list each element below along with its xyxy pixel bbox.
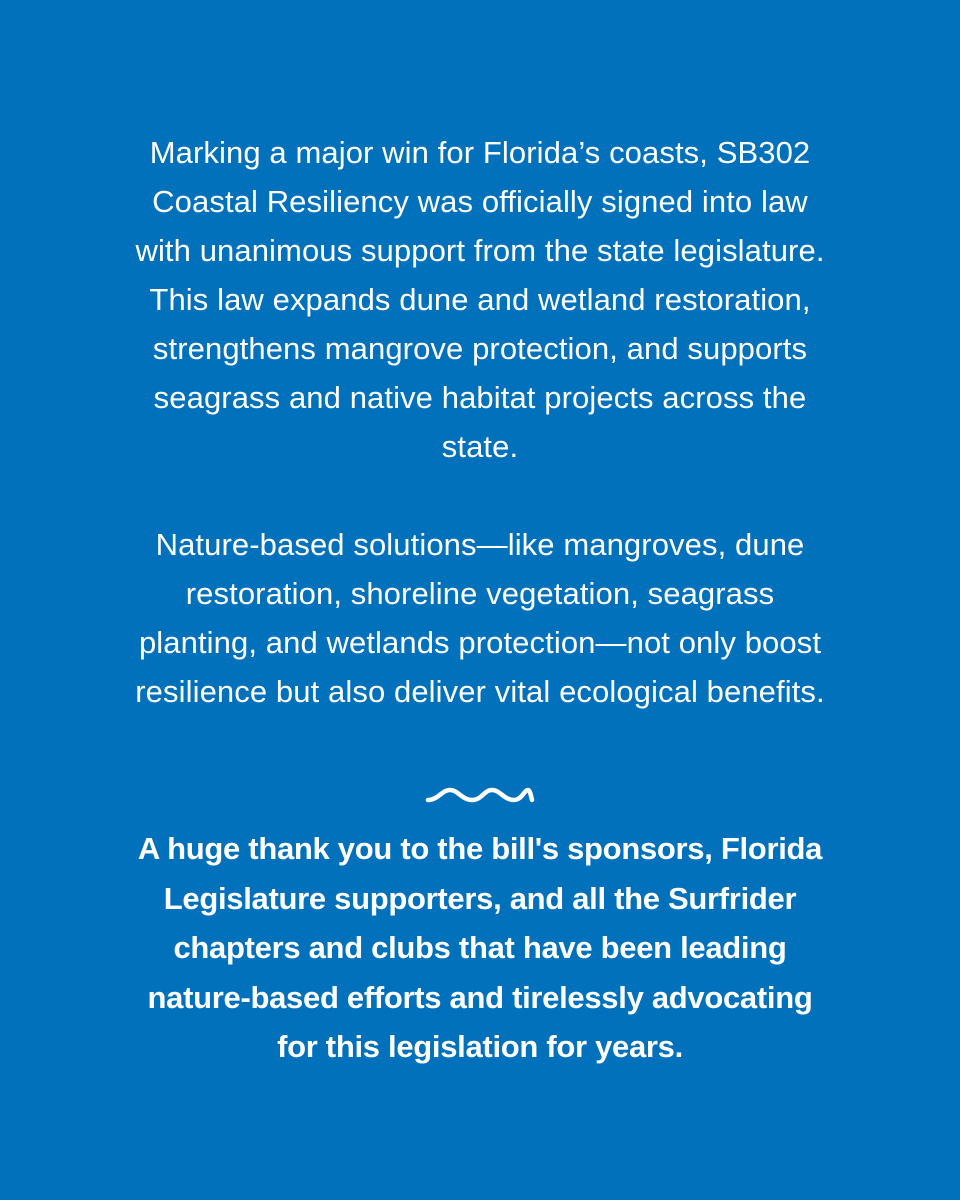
intro-paragraph: Marking a major win for Florida’s coasts, SB302 Coastal Resiliency was officially signed into law with unanimous support from the state legislature. This law expands dune and wetland restoration, strengthens mangrove protection, and supports seagrass and native habitat projects across the state. <box>135 135 825 464</box>
wave-icon <box>424 784 536 808</box>
nature-solutions-paragraph: Nature-based solutions—like mangroves, dune restoration, shoreline vegetation, seagrass planting, and wetlands protection—not only boost resilience but also deliver vital ecological benefits. <box>135 527 825 709</box>
thank-you-paragraph: A huge thank you to the bill's sponsors, Florida Legislature supporters, and all the Surfrider chapters and clubs that have been leading nature-based efforts and tirelessly advocating for this legislation for years. <box>137 831 823 1064</box>
